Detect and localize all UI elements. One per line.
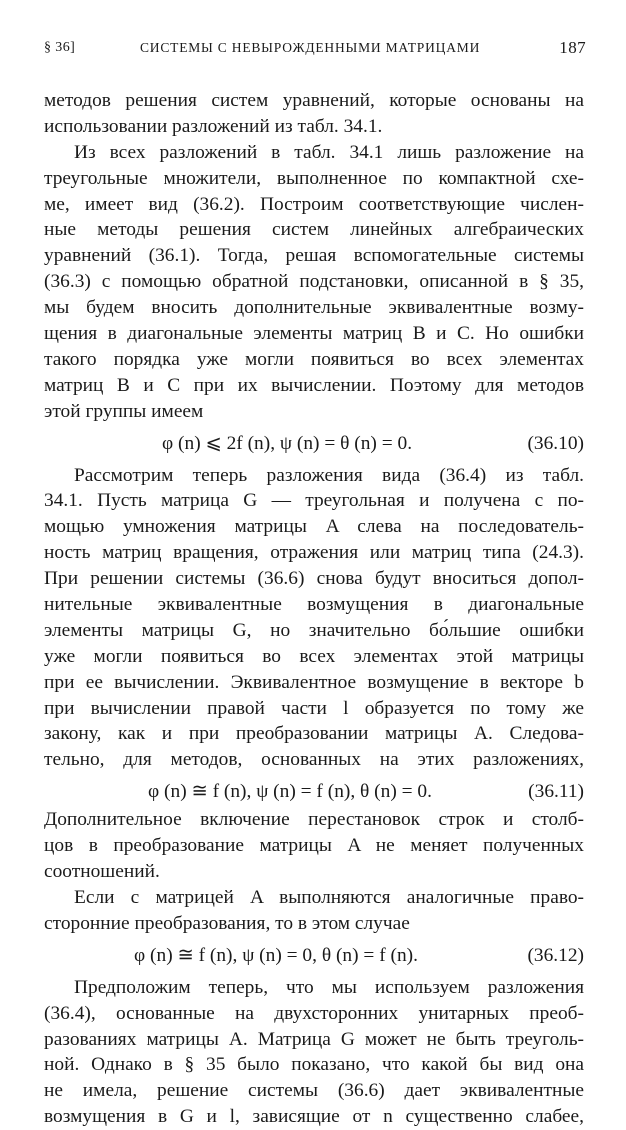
- text-line: при ее вычислении. Эквивалентное возмущение в векторе b: [44, 671, 584, 693]
- text-line: элементы матрицы G, но значительно бо́льшие ошибки: [44, 619, 584, 641]
- text-line: тельно, для методов, основанных на этих разложениях,: [44, 749, 584, 771]
- text-line: матриц B и C при их вычислении. Поэтому для методов: [44, 374, 584, 396]
- text-line: при вычислении правой части l образуется по тому же: [44, 697, 584, 719]
- text-line: этой группы имеем: [44, 400, 204, 422]
- text-line: Дополнительное включение перестановок строк и столб-: [44, 809, 584, 831]
- text-line: мы будем вносить дополнительные эквивалентные возму-: [44, 297, 584, 319]
- page-body: [44, 88, 584, 1130]
- equation-number: (36.10): [527, 432, 584, 454]
- text-line: Из всех разложений в табл. 34.1 лишь разложение на: [74, 141, 584, 163]
- chapter-title: СИСТЕМЫ С НЕВЫРОЖДЕННЫМИ МАТРИЦАМИ: [140, 40, 481, 55]
- text-line: При решении системы (36.6) снова будут вноситься допол-: [44, 568, 584, 590]
- text-line: Рассмотрим теперь разложения вида (36.4) из табл.: [74, 464, 584, 486]
- formula-expression: φ (n) ⩽ 2f (n), ψ (n) = θ (n) = 0.: [162, 432, 413, 454]
- running-header: [44, 34, 586, 64]
- text-line: разованиях матрицы A. Матрица G может не быть треуголь-: [44, 1028, 584, 1050]
- text-line: сторонние преобразования, то в этом случае: [44, 912, 410, 934]
- text-line: ные методы решения систем линейных алгебраических: [44, 219, 584, 241]
- text-line: соотношений.: [44, 861, 160, 883]
- text-line: Предположим теперь, что мы используем разложения: [74, 976, 584, 998]
- text-line: Если с матрицей A выполняются аналогичные право-: [74, 886, 584, 908]
- text-line: закону, как и при преобразовании матрицы A. Следова-: [44, 723, 584, 745]
- equation-number: (36.12): [527, 944, 584, 966]
- text-line: треугольные множители, выполненное по компактной схе-: [44, 167, 584, 189]
- text-line: 34.1. Пусть матрица G — треугольная и получена с по-: [44, 490, 584, 512]
- formula-expression: φ (n) ≅ f (n), ψ (n) = f (n), θ (n) = 0.: [148, 781, 432, 803]
- text-line: (36.3) с помощью обратной подстановки, описанной в § 35,: [44, 271, 584, 293]
- text-line: цов в преобразование матрицы A не меняет полученных: [44, 835, 584, 857]
- formula-36-11: [44, 773, 584, 807]
- text-line: возмущения в G и l, зависящие от n существенно слабее,: [44, 1106, 584, 1128]
- text-line: использовании разложений из табл. 34.1.: [44, 115, 383, 137]
- text-line: ной. Однако в § 35 было показано, что какой бы вид она: [44, 1054, 584, 1076]
- formula-36-12: [44, 937, 584, 971]
- page-number: 187: [559, 38, 586, 57]
- text-line: нительные эквивалентные возмущения в диагональные: [44, 594, 584, 616]
- text-line: (36.4), основанные на двухсторонних унитарных преоб-: [44, 1002, 584, 1024]
- text-line: не имела, решение системы (36.6) дает эквивалентные: [44, 1080, 584, 1102]
- text-line: ме, имеет вид (36.2). Построим соответствующие числен-: [44, 193, 584, 215]
- formula-expression: φ (n) ≅ f (n), ψ (n) = 0, θ (n) = f (n).: [134, 944, 418, 966]
- text-line: мощью умножения матрицы A слева на последователь-: [44, 516, 584, 538]
- text-line: методов решения систем уравнений, которые основаны на: [44, 90, 584, 111]
- equation-number: (36.11): [528, 781, 584, 803]
- formula-36-10: [44, 425, 584, 459]
- section-marker: § 36]: [44, 40, 76, 55]
- text-line: ность матриц вращения, отражения или матриц типа (24.3).: [44, 542, 584, 564]
- text-line: уравнений (36.1). Тогда, решая вспомогательные системы: [44, 245, 584, 267]
- text-line: уже могли появиться во всех элементах этой матрицы: [44, 645, 584, 667]
- text-line: такого порядка уже могли появиться во всех элементах: [44, 348, 584, 370]
- text-line: щения в диагональные элементы матриц B и C. Но ошибки: [44, 323, 584, 345]
